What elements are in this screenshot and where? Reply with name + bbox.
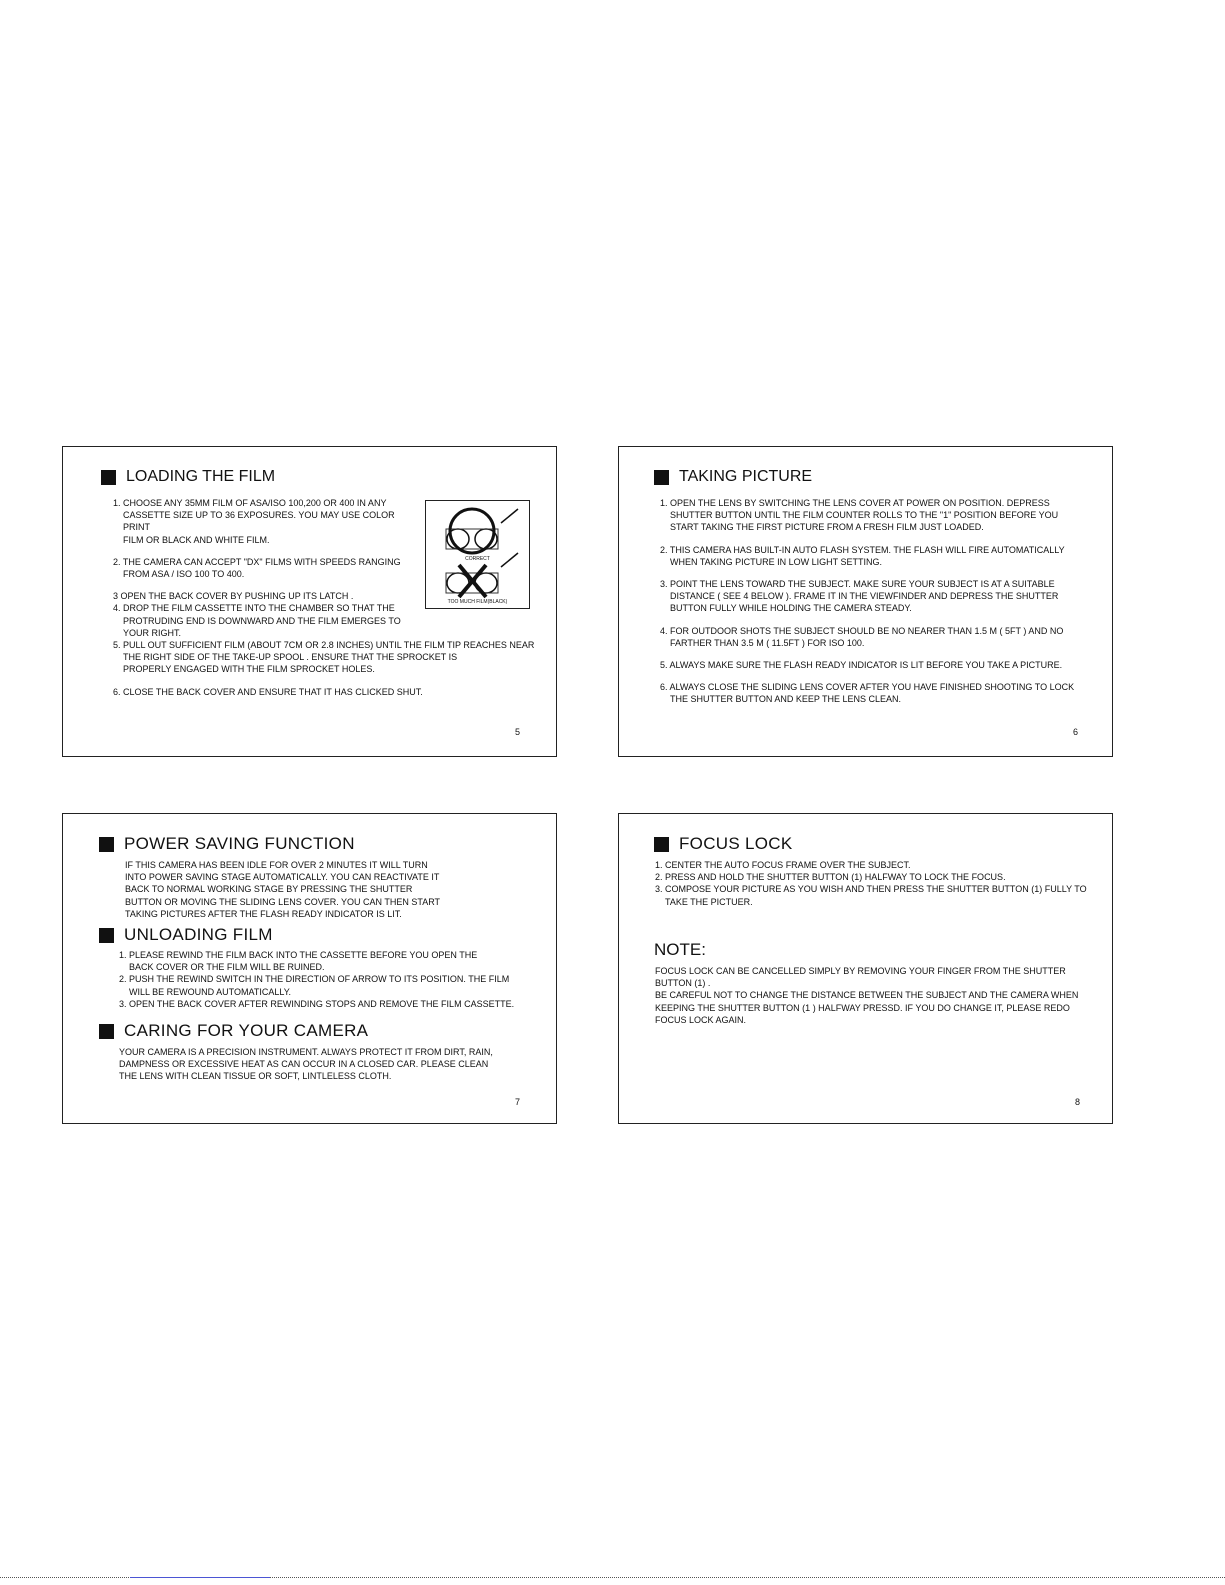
- text-line: 3. COMPOSE YOUR PICTURE AS YOU WISH AND THEN PRESS THE SHUTTER BUTTON (1) FULLY TO: [655, 884, 1087, 895]
- text-line: INTO POWER SAVING STAGE AUTOMATICALLY. YOU CAN REACTIVATE IT: [125, 872, 440, 883]
- text-line: THE RIGHT SIDE OF THE TAKE-UP SPOOL . ENSURE THAT THE SPROCKET IS: [123, 652, 458, 663]
- note-title: NOTE:: [654, 940, 706, 959]
- text-line: 2. THE CAMERA CAN ACCEPT "DX" FILMS WITH SPEEDS RANGING: [113, 556, 401, 567]
- section-heading-power-saving: [99, 834, 355, 854]
- text-line: 3. OPEN THE BACK COVER AFTER REWINDING STOPS AND REMOVE THE FILM CASSETTE.: [119, 998, 515, 1009]
- manual-page-8: [618, 813, 1113, 1124]
- square-bullet-icon: [101, 470, 116, 485]
- text-line: TAKE THE PICTUER.: [665, 896, 753, 907]
- text-line: 3 OPEN THE BACK COVER BY PUSHING UP ITS LATCH .: [113, 591, 354, 602]
- text-line: 5. PULL OUT SUFFICIENT FILM (ABOUT 7CM OR 2.8 INCHES) UNTIL THE FILM TIP REACHES NEAR: [113, 640, 535, 650]
- power-saving-text: [125, 859, 545, 920]
- correct-loading-icon: [426, 501, 529, 608]
- text-line: CASSETTE SIZE UP TO 36 EXPOSURES. YOU MAY USE COLOR PRINT: [123, 510, 395, 533]
- square-bullet-icon: [654, 837, 669, 852]
- heading-text: TAKING PICTURE: [679, 468, 813, 485]
- page-number: 5: [515, 727, 521, 737]
- text-line: 2. PUSH THE REWIND SWITCH IN THE DIRECTION OF ARROW TO ITS POSITION. THE FILM: [119, 974, 510, 985]
- text-line: FILM OR BLACK AND WHITE FILM.: [123, 534, 270, 545]
- text-line: BE CAREFUL NOT TO CHANGE THE DISTANCE BETWEEN THE SUBJECT AND THE CAMERA WHEN: [655, 990, 1079, 1001]
- heading-text: UNLOADING FILM: [124, 925, 273, 944]
- heading-text: LOADING THE FILM: [126, 468, 276, 485]
- text-line: YOUR CAMERA IS A PRECISION INSTRUMENT. ALWAYS PROTECT IT FROM DIRT, RAIN,: [119, 1047, 493, 1057]
- film-loading-illustration: [425, 500, 530, 609]
- text-line: FOCUS LOCK CAN BE CANCELLED SIMPLY BY REMOVING YOUR FINGER FROM THE SHUTTER: [655, 966, 1066, 976]
- text-line: 4. DROP THE FILM CASSETTE INTO THE CHAMBER SO THAT THE: [113, 603, 395, 614]
- section-heading: [654, 834, 793, 854]
- text-line: 1. PLEASE REWIND THE FILM BACK INTO THE CASSETTE BEFORE YOU OPEN THE: [119, 950, 478, 960]
- bottom-link-underline: [130, 1577, 270, 1578]
- text-line: DAMPNESS OR EXCESSIVE HEAT AS CAN OCCUR IN A CLOSED CAR. PLEASE CLEAN: [119, 1059, 489, 1070]
- text-line: 1. OPEN THE LENS BY SWITCHING THE LENS COVER AT POWER ON POSITION. DEPRESS: [660, 498, 1050, 508]
- text-line: YOUR RIGHT.: [123, 627, 182, 638]
- text-line: KEEPING THE SHUTTER BUTTON (1 ) HALFWAY PRESSD. IF YOU DO CHANGE IT, PLEASE REDO: [655, 1002, 1070, 1013]
- text-line: 6. CLOSE THE BACK COVER AND ENSURE THAT IT HAS CLICKED SHUT.: [113, 686, 423, 697]
- caption-wrong: TOO MUCH FILM(BLACK): [447, 599, 508, 605]
- manual-page-5: [62, 446, 557, 757]
- caption-correct: CORRECT: [465, 556, 490, 562]
- section-heading-unloading: [99, 925, 273, 945]
- text-line: BUTTON OR MOVING THE SLIDING LENS COVER. YOU CAN THEN START: [125, 896, 441, 907]
- square-bullet-icon: [99, 1024, 114, 1039]
- caring-text: [119, 1046, 549, 1083]
- text-line: 2. THIS CAMERA HAS BUILT-IN AUTO FLASH SYSTEM. THE FLASH WILL FIRE AUTOMATICALLY: [660, 544, 1065, 555]
- page-number: 6: [1073, 727, 1079, 737]
- manual-page-6: [618, 446, 1113, 757]
- text-line: DISTANCE ( SEE 4 BELOW ). FRAME IT IN THE VIEWFINDER AND DEPRESS THE SHUTTER: [670, 591, 1059, 602]
- heading-text: POWER SAVING FUNCTION: [124, 834, 355, 853]
- text-line: BACK TO NORMAL WORKING STAGE BY PRESSING THE SHUTTER: [125, 884, 413, 895]
- manual-page-7: [62, 813, 557, 1124]
- section-heading-caring: [99, 1021, 368, 1041]
- loading-steps-continued: [113, 639, 543, 698]
- text-line: 1. CENTER THE AUTO FOCUS FRAME OVER THE SUBJECT.: [655, 860, 911, 870]
- taking-picture-steps: [660, 497, 1110, 706]
- heading-text: CARING FOR YOUR CAMERA: [124, 1021, 369, 1040]
- page-number: 7: [515, 1097, 521, 1107]
- square-bullet-icon: [99, 928, 114, 943]
- text-line: FROM ASA / ISO 100 TO 400.: [123, 569, 245, 580]
- text-line: TAKING PICTURES AFTER THE FLASH READY INDICATOR IS LIT.: [125, 908, 402, 919]
- heading-text: FOCUS LOCK: [679, 834, 793, 853]
- text-line: WHEN TAKING PICTURE IN LOW LIGHT SETTING.: [670, 556, 883, 567]
- text-line: FOCUS LOCK AGAIN.: [655, 1014, 747, 1025]
- text-line: START TAKING THE FIRST PICTURE FROM A FRESH FILM JUST LOADED.: [670, 522, 984, 533]
- page-number: 8: [1075, 1097, 1081, 1107]
- text-line: PROPERLY ENGAGED WITH THE FILM SPROCKET HOLES.: [123, 664, 375, 675]
- text-line: THE LENS WITH CLEAN TISSUE OR SOFT, LINTLELESS CLOTH.: [119, 1071, 392, 1082]
- text-line: 6. ALWAYS CLOSE THE SLIDING LENS COVER AFTER YOU HAVE FINISHED SHOOTING TO LOCK: [660, 682, 1075, 693]
- text-line: BUTTON FULLY WHILE HOLDING THE CAMERA STEADY.: [670, 603, 912, 614]
- text-line: 1. CHOOSE ANY 35MM FILM OF ASA/ISO 100,200 OR 400 IN ANY: [113, 498, 387, 508]
- section-heading: [101, 468, 275, 486]
- unloading-text: [119, 949, 549, 1010]
- square-bullet-icon: [654, 470, 669, 485]
- text-line: 4. FOR OUTDOOR SHOTS THE SUBJECT SHOULD BE NO NEARER THAN 1.5 M ( 5FT ) AND NO: [660, 625, 1064, 636]
- note-text: [655, 965, 1100, 1026]
- text-line: THE SHUTTER BUTTON AND KEEP THE LENS CLEAN.: [670, 694, 902, 705]
- square-bullet-icon: [99, 837, 114, 852]
- focus-lock-steps: [655, 859, 1095, 908]
- text-line: WILL BE REWOUND AUTOMATICALLY.: [129, 986, 292, 997]
- text-line: PROTRUDING END IS DOWNWARD AND THE FILM EMERGES TO: [123, 615, 401, 626]
- section-heading: [654, 468, 812, 486]
- text-line: SHUTTER BUTTON UNTIL THE FILM COUNTER ROLLS TO THE "1" POSITION BEFORE YOU: [670, 510, 1059, 521]
- text-line: 5. ALWAYS MAKE SURE THE FLASH READY INDICATOR IS LIT BEFORE YOU TAKE A PICTURE.: [660, 660, 1063, 671]
- text-line: IF THIS CAMERA HAS BEEN IDLE FOR OVER 2 MINUTES IT WILL TURN: [125, 860, 428, 870]
- text-line: BACK COVER OR THE FILM WILL BE RUINED.: [129, 962, 325, 973]
- text-line: BUTTON (1) .: [655, 978, 711, 989]
- text-line: FARTHER THAN 3.5 M ( 11.5FT ) FOR ISO 100.: [670, 637, 865, 648]
- text-line: 2. PRESS AND HOLD THE SHUTTER BUTTON (1) HALFWAY TO LOCK THE FOCUS.: [655, 872, 1006, 883]
- text-line: 3. POINT THE LENS TOWARD THE SUBJECT. MAKE SURE YOUR SUBJECT IS AT A SUITABLE: [660, 579, 1055, 590]
- loading-steps: [113, 497, 413, 649]
